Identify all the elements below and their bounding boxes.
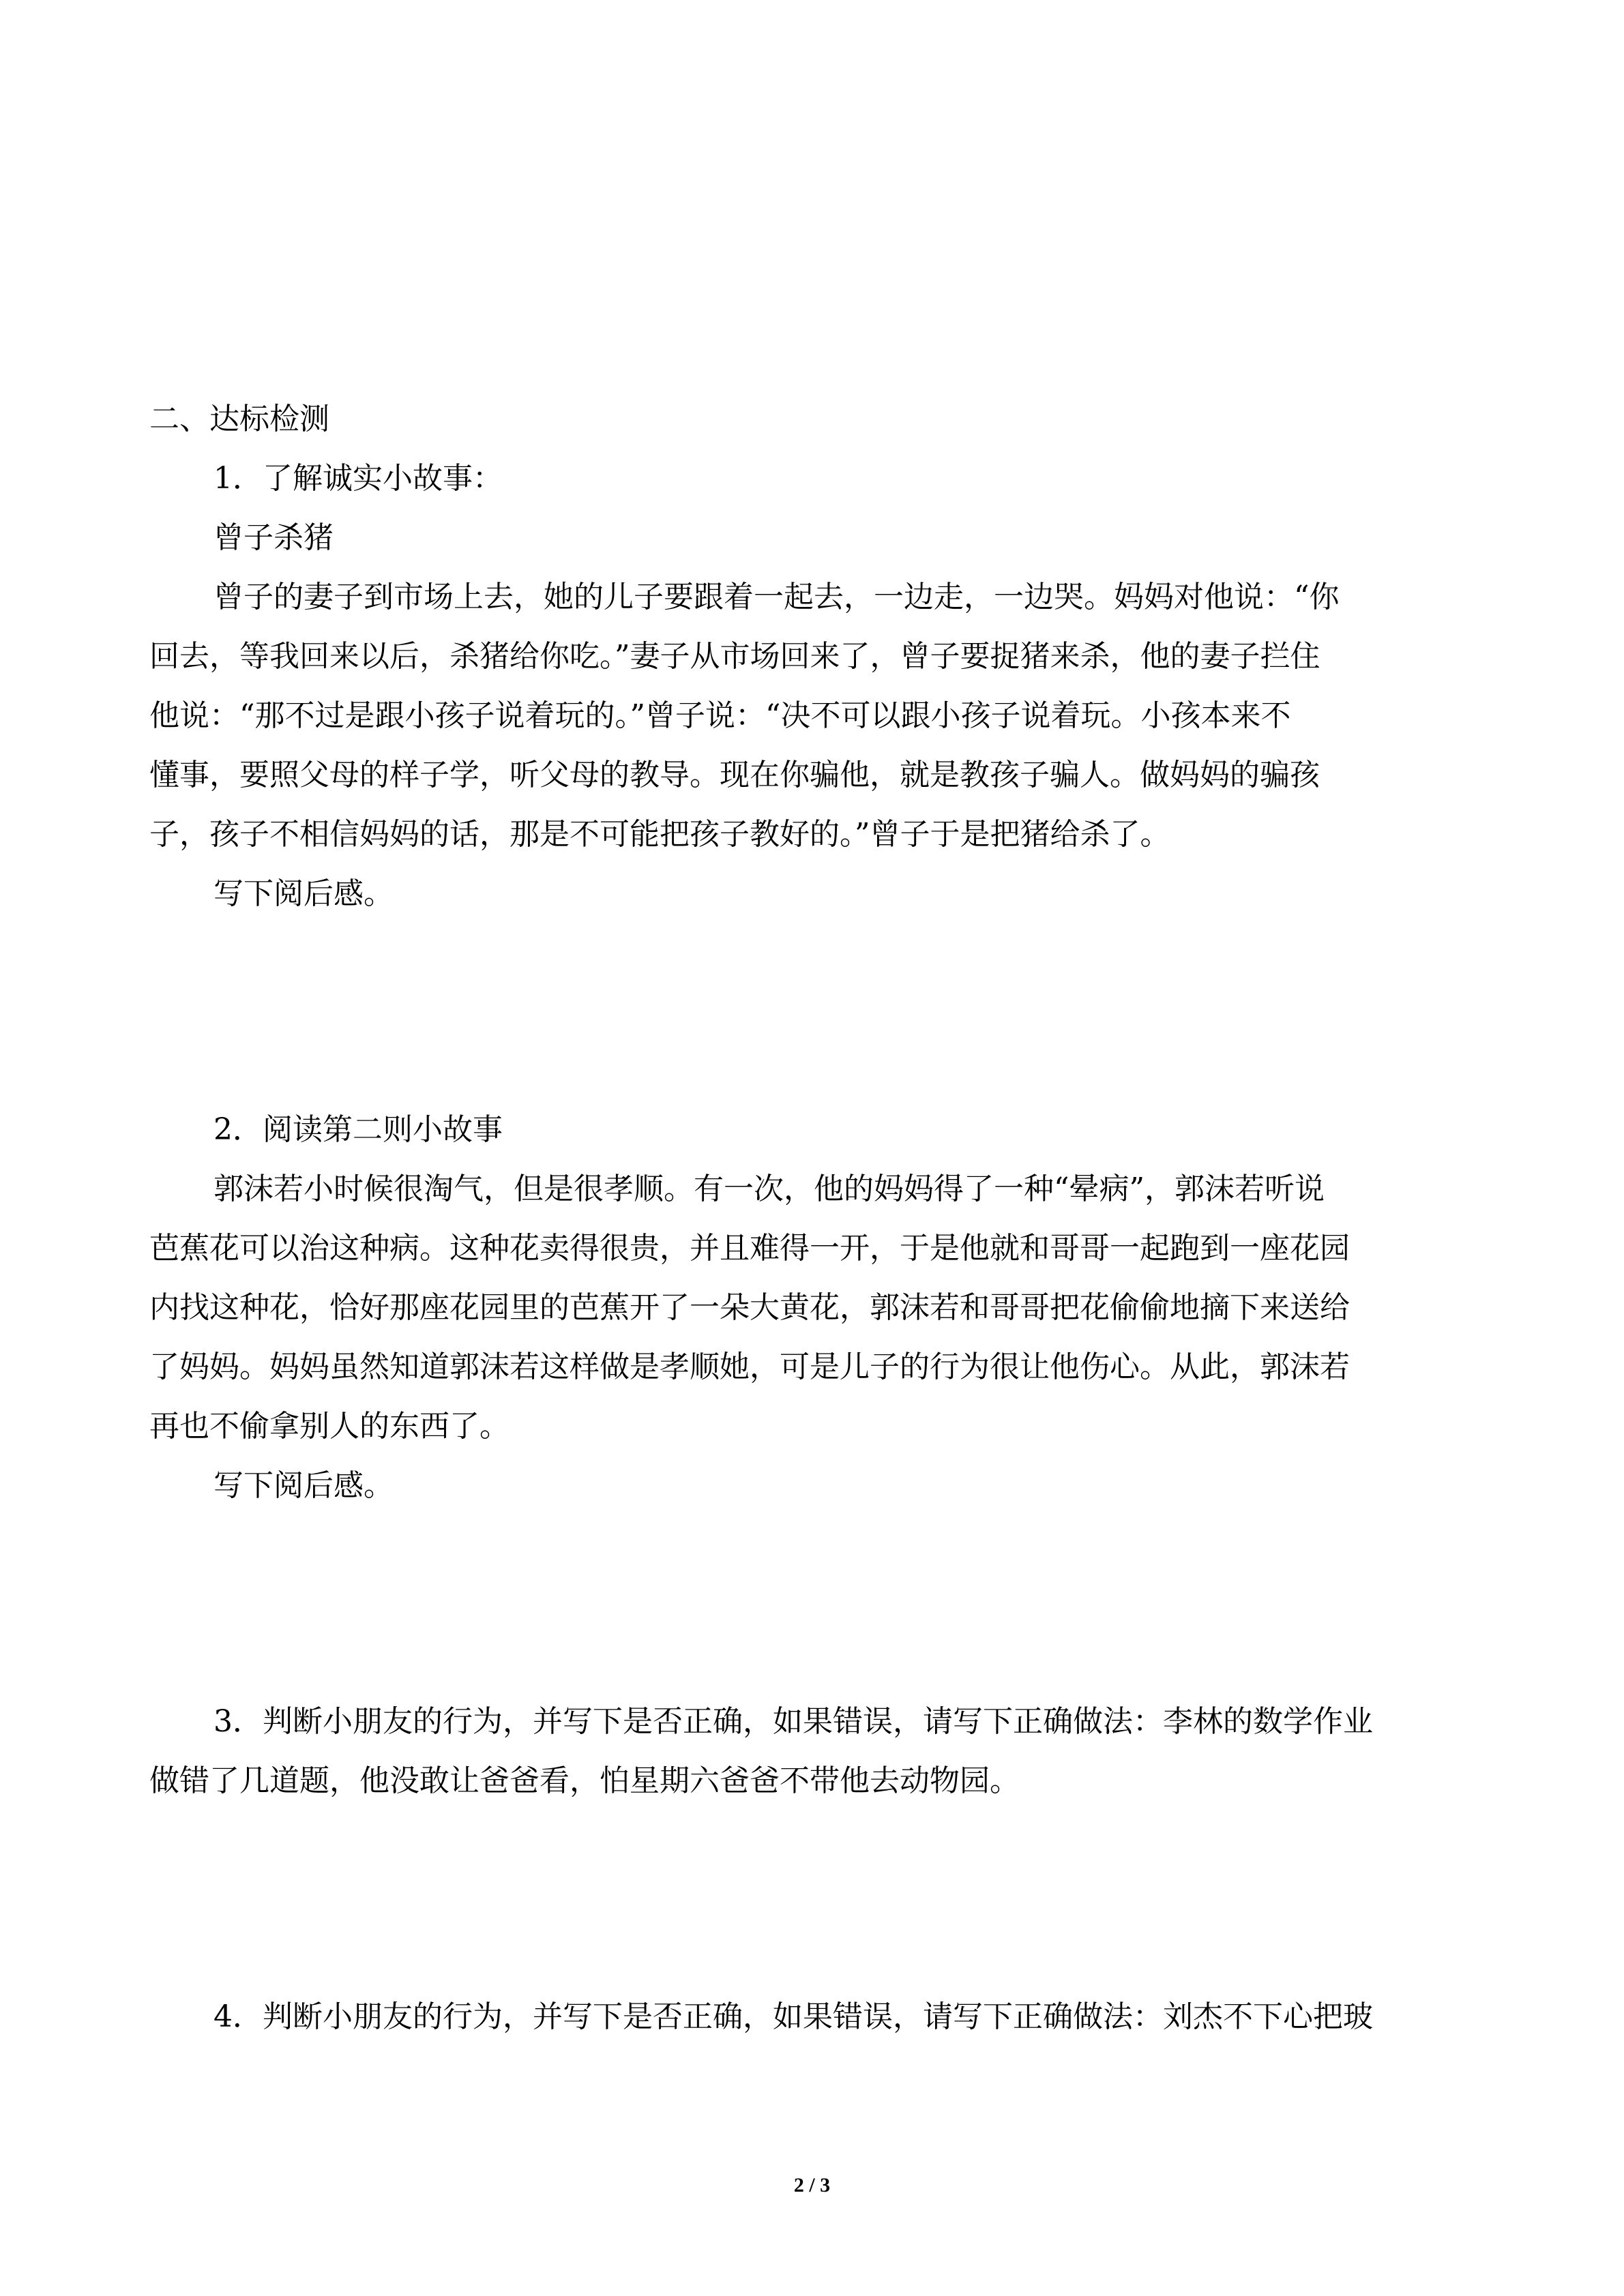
item1-story-title: 曾子杀猪 xyxy=(213,520,334,555)
item1-paragraph-line-3: 他说：“那不过是跟小孩子说着玩的。”曾子说：“决不可以跟小孩子说着玩。小孩本来不 xyxy=(149,698,1291,733)
item2-paragraph-line-4: 了妈妈。妈妈虽然知道郭沫若这样做是孝顺她，可是儿子的行为很让他伤心。从此，郭沫若 xyxy=(149,1350,1350,1384)
item2-paragraph-line-3: 内找这种花，恰好那座花园里的芭蕉开了一朵大黄花，郭沫若和哥哥把花偷偷地摘下来送给 xyxy=(149,1290,1350,1325)
item3-line-1: 3．判断小朋友的行为，并写下是否正确，如果错误，请写下正确做法：李林的数学作业 xyxy=(213,1704,1373,1739)
item2-title: 2．阅读第二则小故事 xyxy=(213,1112,503,1147)
item1-paragraph-line-4: 懂事，要照父母的样子学，听父母的教导。现在你骗他，就是教孩子骗人。做妈妈的骗孩 xyxy=(149,758,1320,792)
page-number: 2 / 3 xyxy=(793,2174,831,2196)
item3-line-2: 做错了几道题，他没敢让爸爸看，怕星期六爸爸不带他去动物园。 xyxy=(149,1763,1020,1798)
item2-prompt: 写下阅后感。 xyxy=(213,1468,394,1503)
item1-paragraph-line-1: 曾子的妻子到市场上去，她的儿子要跟着一起去，一边走，一边哭。妈妈对他说：“你 xyxy=(213,580,1340,614)
item2-paragraph-line-1: 郭沫若小时候很淘气，但是很孝顺。有一次，他的妈妈得了一种“晕病”，郭沫若听说 xyxy=(213,1172,1325,1206)
item1-prompt: 写下阅后感。 xyxy=(213,876,394,911)
item2-paragraph-line-2: 芭蕉花可以治这种病。这种花卖得很贵，并且难得一开，于是他就和哥哥一起跑到一座花园 xyxy=(149,1231,1350,1266)
item1-paragraph-line-2: 回去，等我回来以后，杀猪给你吃。”妻子从市场回来了，曾子要捉猪来杀，他的妻子拦住 xyxy=(149,639,1320,674)
section-heading: 二、达标检测 xyxy=(149,402,329,436)
item4-line-1: 4．判断小朋友的行为，并写下是否正确，如果错误，请写下正确做法：刘杰不下心把玻 xyxy=(213,1999,1373,2034)
item1-title: 1．了解诚实小故事： xyxy=(213,461,503,496)
item1-paragraph-line-5: 子，孩子不相信妈妈的话，那是不可能把孩子教好的。”曾子于是把猪给杀了。 xyxy=(149,817,1170,852)
item2-paragraph-line-5: 再也不偷拿别人的东西了。 xyxy=(149,1409,510,1444)
